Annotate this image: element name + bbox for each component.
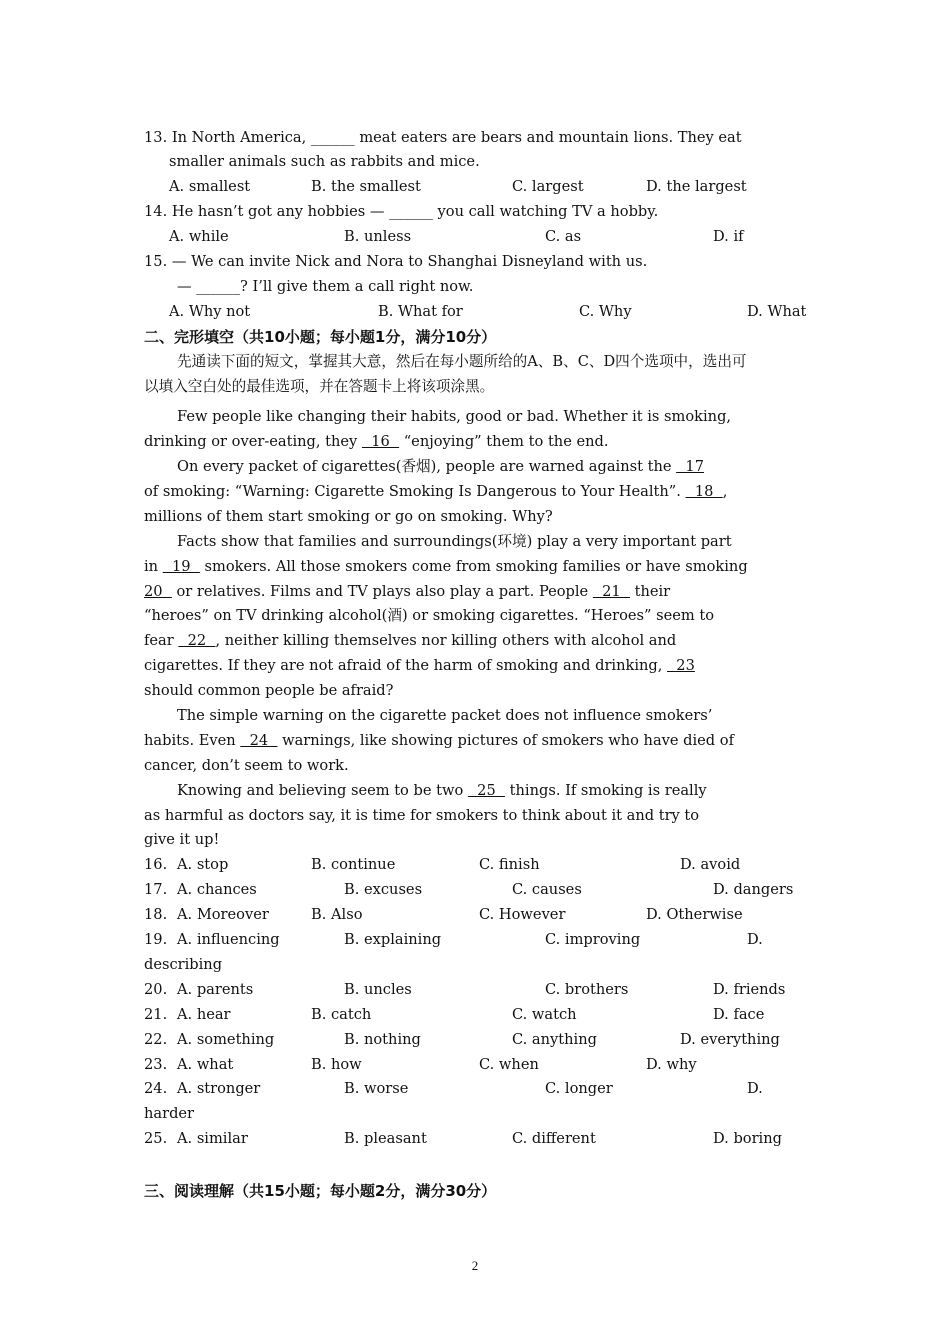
passage-p2-line2: of smoking: “Warning: Cigarette Smoking Is Dangerous to Your Health”. 18 , xyxy=(144,483,728,500)
choice-16-a: A. stop xyxy=(177,856,229,873)
q15-option-a: A. Why not xyxy=(169,303,251,320)
choice-25-b: B. pleasant xyxy=(344,1130,427,1147)
q13-option-a: A. smallest xyxy=(169,178,251,195)
choice-23-a: A. what xyxy=(177,1056,234,1073)
choice-24-d-text: harder xyxy=(144,1105,195,1122)
section2-instruction-line2: 以填入空白处的最佳选项，并在答题卡上将该项涂黑。 xyxy=(144,378,495,395)
blank-19: 19 xyxy=(162,558,200,575)
choice-24-d: D. xyxy=(747,1080,763,1097)
choice-22-number: 22. xyxy=(144,1031,168,1048)
choice-21-b: B. catch xyxy=(311,1006,372,1023)
passage-p3-line7: should common people be afraid? xyxy=(144,682,394,699)
choice-25-d: D. boring xyxy=(713,1130,782,1147)
choice-22-b: B. nothing xyxy=(344,1031,421,1048)
choice-25-number: 25. xyxy=(144,1130,168,1147)
passage-p4-line3: cancer, don’t seem to work. xyxy=(144,757,349,774)
q14-option-d: D. if xyxy=(713,228,744,245)
choice-20-d: D. friends xyxy=(713,981,786,998)
passage-p3-line4: “heroes” on TV drinking alcohol(酒) or smoking cigarettes. “Heroes” seem to xyxy=(144,607,715,624)
q13-option-d: D. the largest xyxy=(646,178,747,195)
choice-17-a: A. chances xyxy=(177,881,257,898)
q13-option-b: B. the smallest xyxy=(311,178,421,195)
choice-23-d: D. why xyxy=(646,1056,697,1073)
choice-20-a: A. parents xyxy=(177,981,254,998)
q15-option-c: C. Why xyxy=(579,303,632,320)
choice-21-a: A. hear xyxy=(177,1006,231,1023)
choice-17-c: C. causes xyxy=(512,881,582,898)
choice-17-b: B. excuses xyxy=(344,881,423,898)
passage-p4-line1: The simple warning on the cigarette packet does not influence smokers’ xyxy=(177,707,713,724)
choice-19-b: B. explaining xyxy=(344,931,442,948)
choice-19-d-text: describing xyxy=(144,956,223,973)
choice-17-number: 17. xyxy=(144,881,168,898)
blank-25: 25 xyxy=(467,782,506,799)
choice-23-c: C. when xyxy=(479,1056,539,1073)
q14-option-a: A. while xyxy=(169,228,229,245)
section2-heading: 二、完形填空（共10小题；每小题1分，满分10分） xyxy=(144,328,497,346)
passage-p5-line2: as harmful as doctors say, it is time for smokers to think about it and try to xyxy=(144,807,700,824)
choice-22-a: A. something xyxy=(177,1031,275,1048)
choice-21-d: D. face xyxy=(713,1006,765,1023)
choice-19-a: A. influencing xyxy=(177,931,280,948)
choice-16-b: B. continue xyxy=(311,856,396,873)
choice-22-c: C. anything xyxy=(512,1031,597,1048)
choice-16-number: 16. xyxy=(144,856,168,873)
choice-16-d: D. avoid xyxy=(680,856,741,873)
blank-16: 16 xyxy=(361,433,400,450)
q14-option-b: B. unless xyxy=(344,228,412,245)
passage-p3-line5: fear 22 , neither killing themselves nor killing others with alcohol and xyxy=(144,632,677,649)
passage-p5-line3: give it up! xyxy=(144,831,220,848)
choice-18-a: A. Moreover xyxy=(177,906,269,923)
choice-18-c: C. However xyxy=(479,906,566,923)
choice-24-c: C. longer xyxy=(545,1080,613,1097)
q15-stem-line2: — ______? I’ll give them a call right now. xyxy=(177,278,474,295)
choice-18-number: 18. xyxy=(144,906,168,923)
blank-21: 21 xyxy=(592,583,630,600)
choice-18-b: B. Also xyxy=(311,906,363,923)
choice-18-d: D. Otherwise xyxy=(646,906,743,923)
q15-option-b: B. What for xyxy=(378,303,463,320)
q14-option-c: C. as xyxy=(545,228,582,245)
choice-24-b: B. worse xyxy=(344,1080,409,1097)
passage-p1-line1: Few people like changing their habits, good or bad. Whether it is smoking, xyxy=(177,408,732,425)
passage-p3-line1: Facts show that families and surroundings(环境) play a very important part xyxy=(177,533,732,550)
choice-20-c: C. brothers xyxy=(545,981,629,998)
blank-20: 20 xyxy=(144,583,172,600)
passage-p3-line6: cigarettes. If they are not afraid of the harm of smoking and drinking, 23 xyxy=(144,657,695,674)
choice-19-number: 19. xyxy=(144,931,168,948)
passage-p4-line2: habits. Even 24 warnings, like showing pictures of smokers who have died of xyxy=(144,732,734,749)
q15-stem-line1: 15. — We can invite Nick and Nora to Shanghai Disneyland with us. xyxy=(144,253,648,270)
choice-16-c: C. finish xyxy=(479,856,540,873)
section2-instruction-line1: 先通读下面的短文，掌握其大意，然后在每小题所给的A、B、C、D四个选项中，选出可 xyxy=(177,353,747,370)
q13-stem-line1: 13. In North America, ______ meat eaters are bears and mountain lions. They eat xyxy=(144,129,742,146)
blank-24: 24 xyxy=(240,732,278,749)
passage-p5-line1: Knowing and believing seem to be two 25 things. If smoking is really xyxy=(177,782,707,799)
passage-p1-line2: drinking or over-eating, they 16 “enjoying” them to the end. xyxy=(144,433,609,450)
choice-19-d: D. xyxy=(747,931,763,948)
choice-24-number: 24. xyxy=(144,1080,168,1097)
passage-p3-line2: in 19 smokers. All those smokers come from smoking families or have smoking xyxy=(144,558,748,575)
choice-20-b: B. uncles xyxy=(344,981,412,998)
choice-22-d: D. everything xyxy=(680,1031,780,1048)
choice-21-number: 21. xyxy=(144,1006,168,1023)
choice-19-c: C. improving xyxy=(545,931,641,948)
blank-22: 22 xyxy=(178,632,216,649)
choice-25-c: C. different xyxy=(512,1130,596,1147)
q15-option-d: D. What xyxy=(747,303,807,320)
choice-20-number: 20. xyxy=(144,981,168,998)
choice-25-a: A. similar xyxy=(177,1130,248,1147)
q14-stem: 14. He hasn’t got any hobbies — ______ you call watching TV a hobby. xyxy=(144,203,659,220)
choice-17-d: D. dangers xyxy=(713,881,794,898)
blank-18: 18 xyxy=(685,483,723,500)
page-number: 2 xyxy=(471,1258,479,1273)
q13-option-c: C. largest xyxy=(512,178,584,195)
blank-17: 17 xyxy=(676,458,704,475)
blank-23: 23 xyxy=(667,657,695,674)
choice-24-a: A. stronger xyxy=(177,1080,261,1097)
passage-p2-line3: millions of them start smoking or go on smoking. Why? xyxy=(144,508,553,525)
passage-p3-line3: 20 or relatives. Films and TV plays also play a part. People 21 their xyxy=(144,583,671,600)
choice-23-number: 23. xyxy=(144,1056,168,1073)
passage-p2-line1: On every packet of cigarettes(香烟), people are warned against the 17 xyxy=(177,458,704,475)
q13-stem-line2: smaller animals such as rabbits and mice. xyxy=(169,153,480,170)
section3-heading: 三、阅读理解（共15小题；每小题2分，满分30分） xyxy=(144,1182,497,1200)
choice-21-c: C. watch xyxy=(512,1006,577,1023)
choice-23-b: B. how xyxy=(311,1056,362,1073)
